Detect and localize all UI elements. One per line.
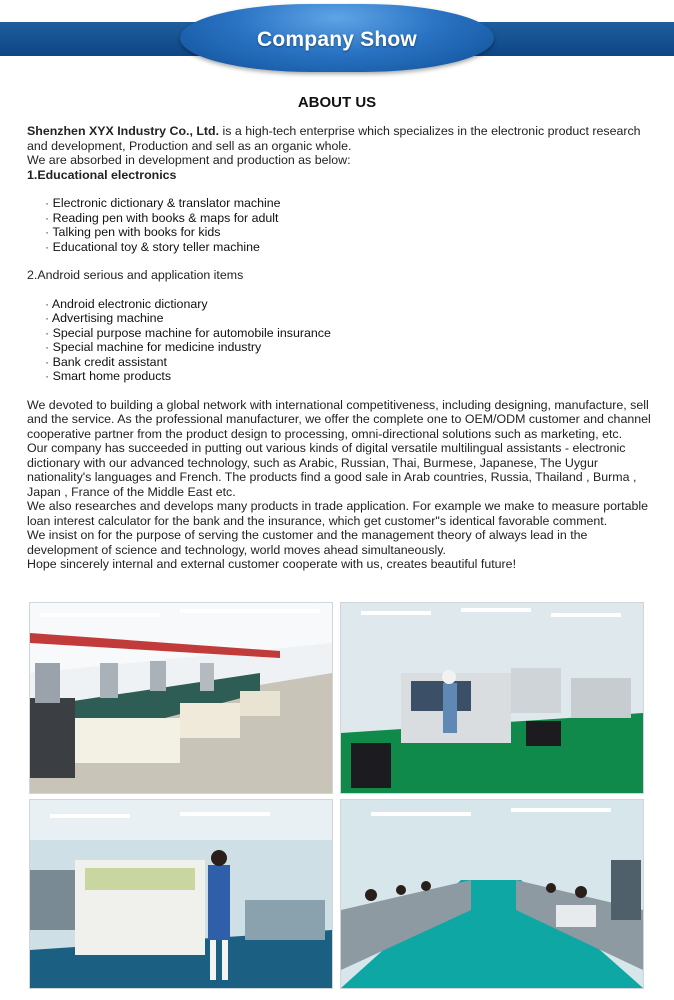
body-paragraph: We devoted to building a global network with international competitiveness, including designing, manufacture, sell and the service. As the professional manufacturer, we offer the complete one to OEM/ODM customer and channel cooperative partner from the product design to processing, omni-directional solutions such as marketing, etc. [27, 397, 651, 441]
list-item: · Electronic dictionary & translator machine [45, 196, 657, 211]
factory-photo-assembly-line [340, 799, 644, 989]
intro-paragraph [27, 124, 657, 153]
about-content [27, 124, 657, 572]
intro-line-2: We are absorbed in development and production as below: [27, 153, 351, 167]
body-paragraph: We insist on for the purpose of serving the customer and the management theory of always lead in the development of science and technology, world moves ahead simultaneously. [27, 528, 588, 557]
list-item: · Talking pen with books for kids [45, 225, 657, 240]
factory-photo-molding [29, 602, 333, 794]
list-item: · Special purpose machine for automobile insurance [45, 326, 657, 341]
factory-photo-reflow-oven [29, 799, 333, 989]
section-1-title: 1.Educational electronics [27, 167, 177, 182]
list-item: · Smart home products [45, 369, 657, 384]
list-item: · Advertising machine [45, 311, 657, 326]
page-title: ABOUT US [297, 94, 377, 111]
banner-title: Company Show [257, 28, 417, 51]
body-paragraph: Hope sincerely internal and external customer cooperate with us, creates beautiful future! [27, 557, 517, 571]
factory-photo-smt-line [340, 602, 644, 794]
header-banner [0, 0, 674, 80]
section-2-list [27, 297, 657, 384]
intro-text: is a high-tech enterprise which specializes in the electronic product research and development, Production and sell as an organic whole. [27, 124, 641, 153]
body-paragraph: Our company has succeeded in putting out various kinds of digital versatile multilingual assistants - electronic dictionary with our advanced technology, such as Arabic, Russian, Thai, Burmese, Japanese, The Uygur nationality's languages and French. The products find a good sale in Arab countries, Russia, Thailand , Burma , Japan , France of the Middle East etc. [27, 441, 637, 499]
body-paragraph: We also researches and develops many products in trade application. For example we make to measure portable loan interest calculator for the bank and the insurance, which get customer"s identical favorable comment. [27, 499, 649, 528]
list-item: · Reading pen with books & maps for adult [45, 211, 657, 226]
section-1-list [27, 196, 657, 254]
list-item: · Educational toy & story teller machine [45, 240, 657, 255]
list-item: · Special machine for medicine industry [45, 340, 657, 355]
list-item: · Bank credit assistant [45, 355, 657, 370]
section-2-title: 2.Android serious and application items [27, 268, 244, 282]
company-name: Shenzhen XYX Industry Co., Ltd. [27, 124, 220, 138]
list-item: · Android electronic dictionary [45, 297, 657, 312]
